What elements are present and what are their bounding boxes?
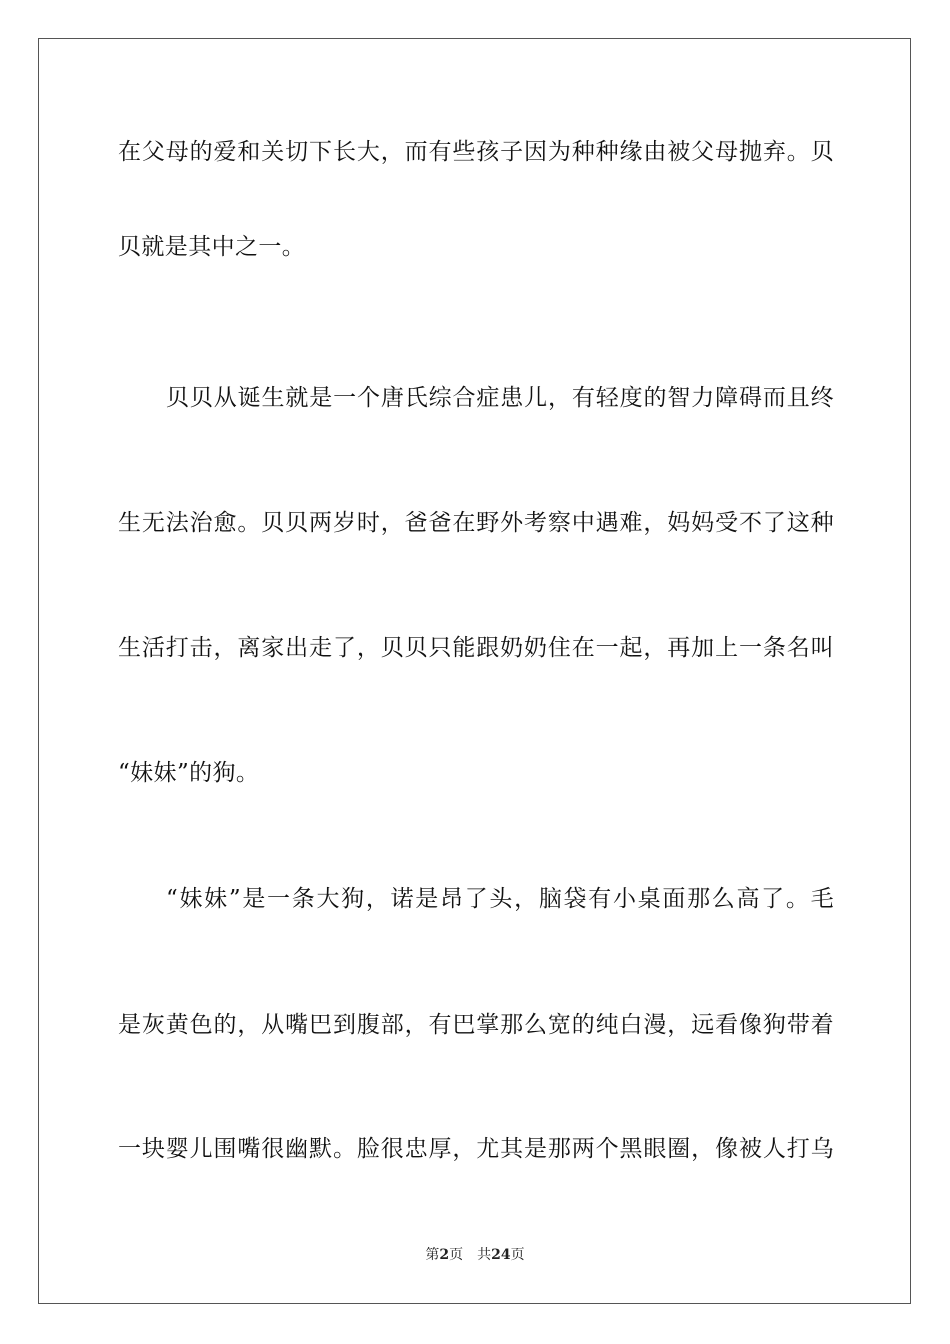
page-footer (0, 1246, 950, 1264)
page-suffix: 页 (449, 1247, 464, 1263)
total-page-count: 24 (491, 1247, 511, 1263)
current-page-number: 2 (439, 1247, 450, 1263)
paragraph-line-4: 生无法治愈。贝贝两岁时，爸爸在野外考察中遇难，妈妈受不了这种 (118, 510, 834, 536)
paragraph-line-7: “妹妹”是一条大狗，诺是昂了头，脑袋有小桌面那么高了。毛 (166, 886, 834, 912)
paragraph-line-6: “妹妹”的狗。 (118, 760, 260, 786)
total-suffix: 页 (510, 1247, 525, 1263)
paragraph-line-8: 是灰黄色的，从嘴巴到腹部，有巴掌那么宽的纯白漫，远看像狗带着 (118, 1012, 834, 1038)
paragraph-line-1: 在父母的爱和关切下长大，而有些孩子因为种种缘由被父母抛弃。贝 (118, 139, 834, 165)
total-prefix: 共 (477, 1247, 492, 1263)
paragraph-line-2: 贝就是其中之一。 (118, 234, 306, 260)
paragraph-line-3: 贝贝从诞生就是一个唐氏综合症患儿，有轻度的智力障碍而且终 (166, 385, 834, 411)
paragraph-line-5: 生活打击，离家出走了，贝贝只能跟奶奶住在一起，再加上一条名叫 (118, 635, 834, 661)
page-prefix: 第 (425, 1247, 440, 1263)
page-border (38, 38, 911, 1304)
paragraph-line-9: 一块婴儿围嘴很幽默。脸很忠厚，尤其是那两个黑眼圈，像被人打乌 (118, 1136, 834, 1162)
